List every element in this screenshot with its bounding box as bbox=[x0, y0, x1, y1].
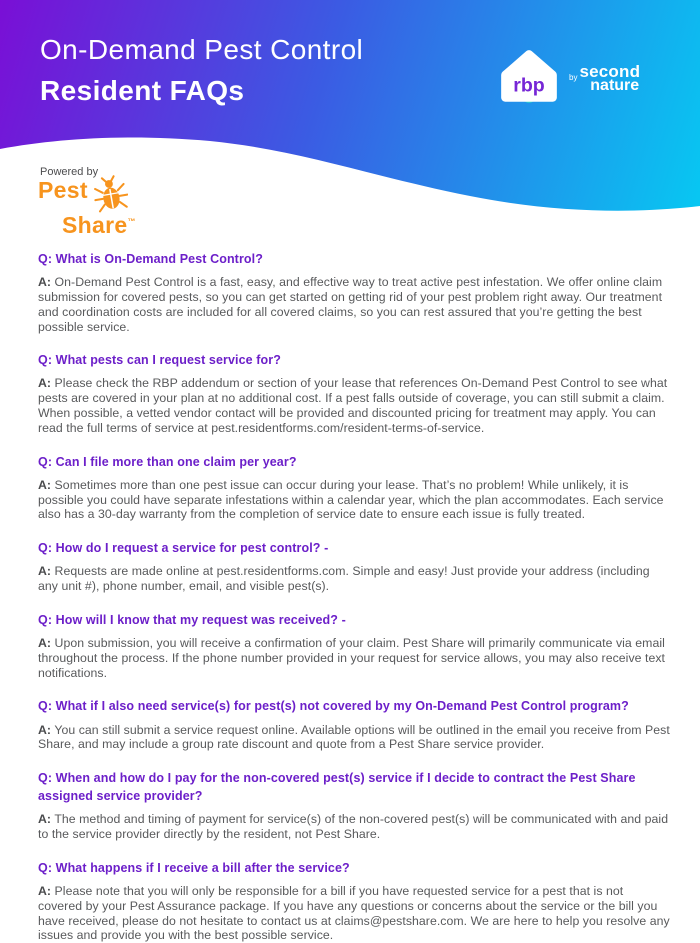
answer-text: Upon submission, you will receive a confirmation of your claim. Pest Share will primarily communicate via email throughout the process. If the phone number provided in your request for service allows, you may also receive text notifications. bbox=[38, 635, 666, 680]
faq-answer bbox=[38, 275, 670, 334]
q-prefix: Q: bbox=[38, 612, 53, 627]
answer-text: Please note that you will only be responsible for a bill if you have requested service for a pest that is not covered by your Pest Assurance package. If you have any questions or concerns about the service or the bill you have received, please do not hesitate to contact us at claims@pestshare.com. We are here to help you resolve any issues and provide you with the best possible service. bbox=[38, 884, 670, 943]
page-title bbox=[40, 34, 363, 107]
question-text: Can I file more than one claim per year? bbox=[55, 454, 297, 469]
rbp-logo-text: rbp bbox=[513, 74, 545, 97]
a-prefix: A: bbox=[38, 812, 52, 827]
question-text: How do I request a service for pest control? - bbox=[55, 541, 329, 556]
faq-item-4 bbox=[38, 539, 670, 594]
faq-answer bbox=[38, 723, 670, 753]
page-title-line2: Resident FAQs bbox=[40, 75, 245, 106]
faq-item-8 bbox=[38, 859, 670, 943]
faq-answer bbox=[38, 564, 670, 594]
faq-item-2 bbox=[38, 351, 670, 435]
faq-answer bbox=[38, 884, 670, 943]
faq-question bbox=[38, 539, 670, 557]
faq-answer bbox=[38, 376, 670, 435]
nature-word: nature bbox=[590, 76, 640, 94]
faq-question bbox=[38, 453, 670, 471]
a-prefix: A: bbox=[38, 884, 52, 899]
answer-text: Requests are made online at pest.residentforms.com. Simple and easy! Just provide your address (including any unit #), phone number, email, and visible pest(s). bbox=[38, 564, 650, 594]
faq-question bbox=[38, 351, 670, 369]
answer-text: Please check the RBP addendum or section of your lease that references On-Demand Pest Control to see what pests are covered in your plan at no additional cost. If a pest falls outside of coverage, you can still submit a claim. When possible, a vetted vendor contact will be provided and discounted pricing for treatment may apply. You can read the full terms of service at pest.residentforms.com/resident-terms-of-service. bbox=[38, 376, 668, 435]
answer-text: On-Demand Pest Control is a fast, easy, and effective way to treat active pest infestation. We offer online claim submission for covered pests, so you can get started on getting rid of your pest problem right away. Our treatment and coordination costs are included for all covered claims, so you can rest assured that you’re getting the best possible service. bbox=[38, 275, 663, 334]
a-prefix: A: bbox=[38, 477, 52, 492]
answer-text: Sometimes more than one pest issue can occur during your lease. That’s no problem! While unlikely, it is possible you could have separate infestations within a calendar year, which the plan accommodates. Each service also has a 30-day warranty from the completion of service date to ensure each issue is fully treated. bbox=[38, 477, 664, 522]
question-text: What pests can I request service for? bbox=[55, 353, 281, 368]
faq-item-6 bbox=[38, 697, 670, 752]
faq-item-5 bbox=[38, 611, 670, 681]
a-prefix: A: bbox=[38, 376, 52, 391]
share-word: Share bbox=[62, 212, 128, 238]
pest-word: Pest bbox=[38, 177, 88, 203]
faq-answer bbox=[38, 478, 670, 522]
q-prefix: Q: bbox=[38, 699, 53, 714]
question-text: What if I also need service(s) for pest(s) not covered by my On-Demand Pest Control program? bbox=[55, 699, 629, 714]
q-prefix: Q: bbox=[38, 860, 53, 875]
pestshare-bug-icon bbox=[94, 174, 128, 214]
faq-question bbox=[38, 250, 670, 268]
second-nature-wordmark bbox=[579, 61, 641, 94]
pestshare-wordmark-row bbox=[38, 177, 135, 214]
pestshare-share-line bbox=[62, 212, 136, 238]
answer-text: You can still submit a service request online. Available options will be outlined in the email you receive from Pest Share, and may include a group rate discount and quote from a Pest Share service provider. bbox=[38, 722, 670, 752]
pestshare-logo bbox=[38, 166, 135, 236]
faq-question bbox=[38, 859, 670, 877]
second-word: second bbox=[579, 61, 641, 81]
faq-list bbox=[0, 212, 700, 943]
faq-answer bbox=[38, 636, 670, 680]
faq-answer bbox=[38, 812, 670, 842]
a-prefix: A: bbox=[38, 635, 52, 650]
q-prefix: Q: bbox=[38, 541, 53, 556]
brand-logos bbox=[496, 45, 640, 111]
faq-question bbox=[38, 611, 670, 629]
faq-item-3 bbox=[38, 453, 670, 523]
a-prefix: A: bbox=[38, 564, 52, 579]
question-text: How will I know that my request was received? - bbox=[55, 612, 346, 627]
q-prefix: Q: bbox=[38, 353, 53, 368]
faq-question bbox=[38, 769, 670, 805]
a-prefix: A: bbox=[38, 722, 52, 737]
q-prefix: Q: bbox=[38, 454, 53, 469]
a-prefix: A: bbox=[38, 275, 52, 290]
question-text: When and how do I pay for the non-covered pest(s) service if I decide to contract the Pest Share assigned service provider? bbox=[38, 771, 636, 804]
q-prefix: Q: bbox=[38, 771, 53, 786]
question-text: What is On-Demand Pest Control? bbox=[55, 252, 263, 266]
second-nature-logo bbox=[569, 61, 641, 94]
faq-item-1 bbox=[38, 250, 670, 334]
rbp-logo bbox=[496, 45, 562, 111]
answer-text: The method and timing of payment for service(s) of the non-covered pest(s) will be communicated with and paid to the service provider directly by the resident, not Pest Share. bbox=[38, 812, 669, 842]
faq-item-7 bbox=[38, 769, 670, 842]
q-prefix: Q: bbox=[38, 252, 53, 266]
question-text: What happens if I receive a bill after the service? bbox=[55, 860, 350, 875]
faq-question bbox=[38, 697, 670, 715]
page-title-line1: On-Demand Pest Control bbox=[40, 34, 364, 65]
trademark-symbol: ™ bbox=[127, 217, 136, 226]
by-label: by bbox=[569, 72, 578, 82]
powered-by-label: Powered by bbox=[40, 166, 99, 178]
